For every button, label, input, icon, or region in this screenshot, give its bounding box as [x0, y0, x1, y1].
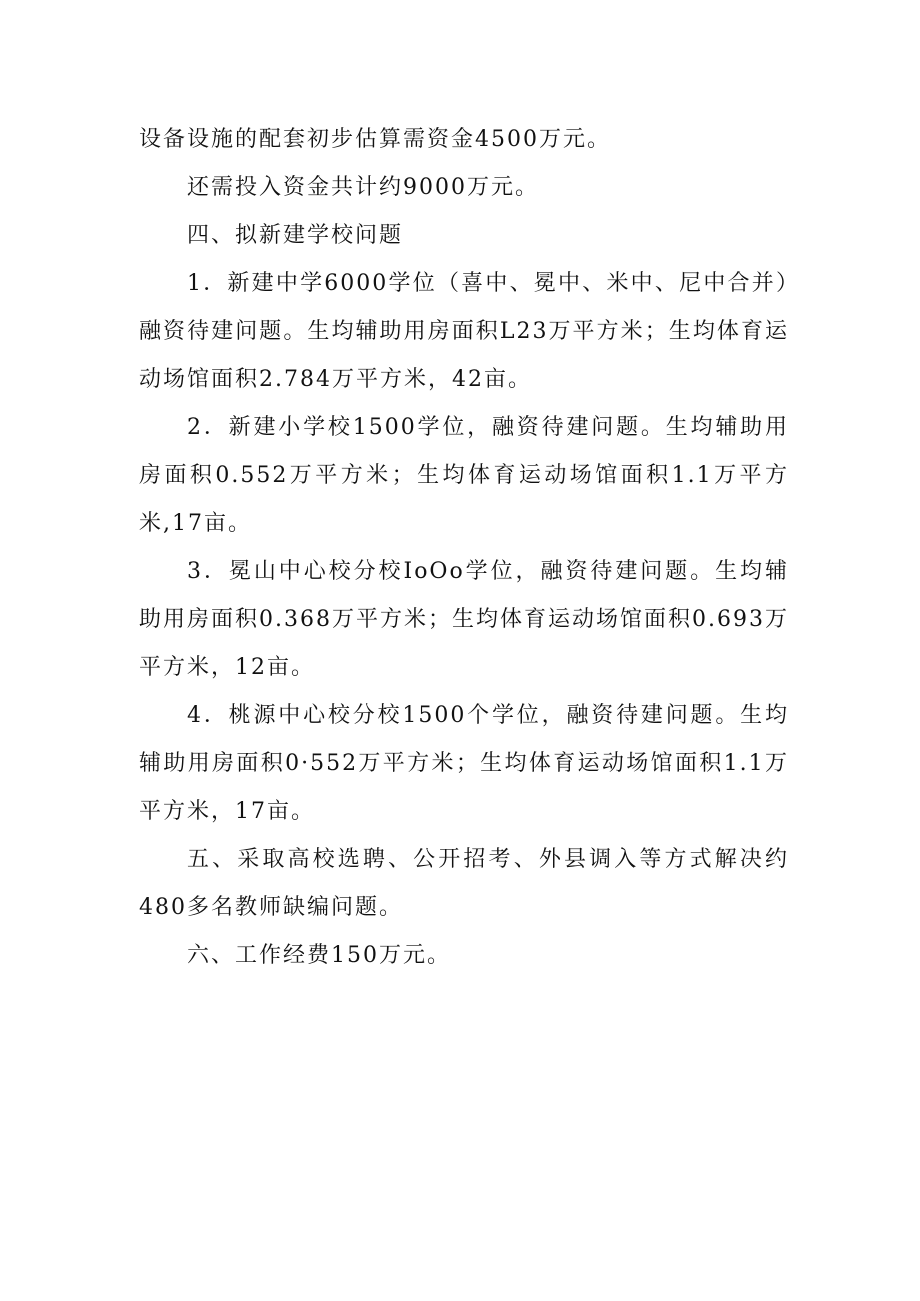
list-item-mianshan-branch: 3．冕山中心校分校IoOo学位，融资待建问题。生均辅助用房面积0.368万平方米；生均体育运动场馆面积0.693万平方米，12亩。	[139, 559, 789, 680]
section-heading-teacher-shortage: 五、采取高校选聘、公开招考、外县调入等方式解决约480多名教师缺编问题。	[139, 847, 789, 920]
list-item-taoyuan-branch: 4．桃源中心校分校1500个学位，融资待建问题。生均辅助用房面积0·552万平方米；生均体育运动场馆面积1.1万平方米，17亩。	[139, 703, 789, 824]
document-body	[139, 116, 789, 980]
paragraph-total-funding: 还需投入资金共计约9000万元。	[187, 175, 539, 200]
section-heading-new-schools: 四、拟新建学校问题	[187, 223, 404, 248]
section-heading-work-budget: 六、工作经费150万元。	[187, 943, 451, 968]
paragraph-continuation: 设备设施的配套初步估算需资金4500万元。	[139, 127, 611, 152]
list-item-new-primary-school: 2．新建小学校1500学位，融资待建问题。生均辅助用房面积0.552万平方米；生均体育运动场馆面积1.1万平方米,17亩。	[139, 415, 789, 536]
list-item-new-middle-school: 1．新建中学6000学位（喜中、冕中、米中、尼中合并）融资待建问题。生均辅助用房面积L23万平方米；生均体育运动场馆面积2.784万平方米，42亩。	[139, 271, 789, 392]
